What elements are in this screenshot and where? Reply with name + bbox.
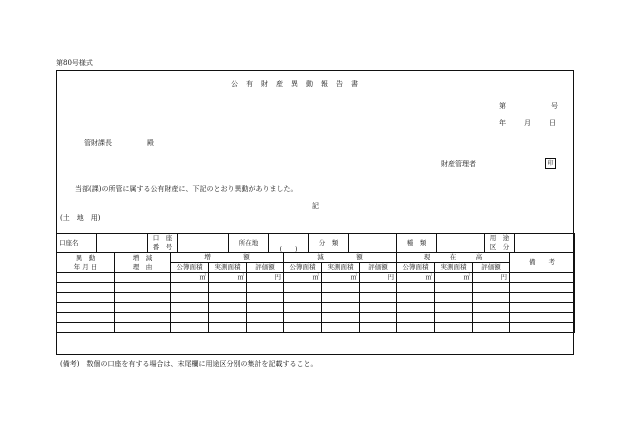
genzai-kobo-header: 公簿面積 (397, 263, 435, 273)
unit-yen: 円 (360, 273, 397, 283)
gen-jissoku-header: 実測面積 (322, 263, 360, 273)
table-row (57, 283, 575, 293)
cell-reason (115, 273, 171, 283)
number-dai: 第 (499, 102, 506, 110)
koza-name-value (97, 234, 148, 253)
unit-sqm: ㎡ (435, 273, 473, 283)
ido-date-header (57, 253, 115, 273)
unit-sqm: ㎡ (171, 273, 209, 283)
unit-yen: 円 (473, 273, 510, 283)
unit-sqm: ㎡ (284, 273, 322, 283)
cell-date (57, 273, 115, 283)
yoto-line2: 区 分 (489, 243, 510, 251)
riyu-line2: 理 由 (132, 262, 153, 271)
riyu-line1: 増 減 (132, 253, 153, 262)
zo-jissoku-header: 実測面積 (209, 263, 247, 273)
koza-bango-line2: 番 号 (152, 243, 173, 251)
zo-header: 増 額 (171, 253, 284, 263)
detail-table (56, 252, 575, 333)
bunrui-label: 分 類 (309, 234, 349, 253)
yoto-label (485, 234, 515, 253)
location-value (269, 234, 309, 253)
gen-kobo-header: 公簿面積 (284, 263, 322, 273)
yoto-line1: 用 途 (489, 234, 510, 242)
genzai-header: 現 在 高 (397, 253, 510, 263)
addressee-honorific: 殿 (147, 139, 154, 147)
header-table (56, 233, 575, 253)
date-day: 日 (549, 119, 556, 127)
shumoku-value (437, 234, 485, 253)
unit-sqm: ㎡ (322, 273, 360, 283)
table-row (57, 323, 575, 333)
genzai-hyoka-header: 評価額 (473, 263, 510, 273)
koza-name-label: 口座名 (57, 234, 97, 253)
record-table (56, 233, 575, 333)
table-row (57, 303, 575, 313)
koza-bango-line1: 口 座 (152, 234, 173, 242)
table-row (57, 293, 575, 303)
sender-label: 財産管理者 (441, 160, 476, 168)
gen-hyoka-header: 評価額 (360, 263, 397, 273)
body-text: 当部(課)の所管に属する公有財産に、下記のとおり異動がありました。 (75, 185, 298, 193)
seal-char: 印 (547, 159, 554, 167)
footnote: (備考) 数個の口座を有する場合は、末尾欄に用途区分別の集計を記載すること。 (60, 360, 318, 368)
zo-kobo-header: 公簿面積 (171, 263, 209, 273)
table-row (57, 273, 575, 283)
koza-bango-value (178, 234, 229, 253)
genzai-jissoku-header: 実測面積 (435, 263, 473, 273)
seal-icon (545, 158, 556, 169)
date-year: 年 (499, 119, 506, 127)
biko-header: 備 考 (510, 253, 575, 273)
zo-hyoka-header: 評価額 (247, 263, 284, 273)
number-go: 号 (551, 102, 558, 110)
date-month: 月 (524, 119, 531, 127)
unit-sqm: ㎡ (209, 273, 247, 283)
unit-sqm: ㎡ (397, 273, 435, 283)
unit-yen: 円 (247, 273, 284, 283)
category-label: (土 地 用) (60, 214, 101, 222)
form-title: 公有財産異動報告書 (231, 80, 366, 88)
location-paren: ( ) (279, 244, 298, 253)
shumoku-label: 種 類 (397, 234, 437, 253)
table-row (57, 313, 575, 323)
gen-header: 減 額 (284, 253, 397, 263)
cell-biko (510, 273, 575, 283)
addressee-name: 管財課長 (84, 139, 112, 147)
ido-line2: 年 月 日 (73, 262, 98, 271)
bunrui-value (349, 234, 397, 253)
riyu-header (115, 253, 171, 273)
form-number: 第80号様式 (56, 59, 93, 67)
ki-label: 記 (312, 202, 319, 210)
ido-line1: 異 動 (75, 253, 96, 262)
location-label: 所在地 (229, 234, 269, 253)
yoto-value (515, 234, 575, 253)
koza-bango-label (148, 234, 178, 253)
